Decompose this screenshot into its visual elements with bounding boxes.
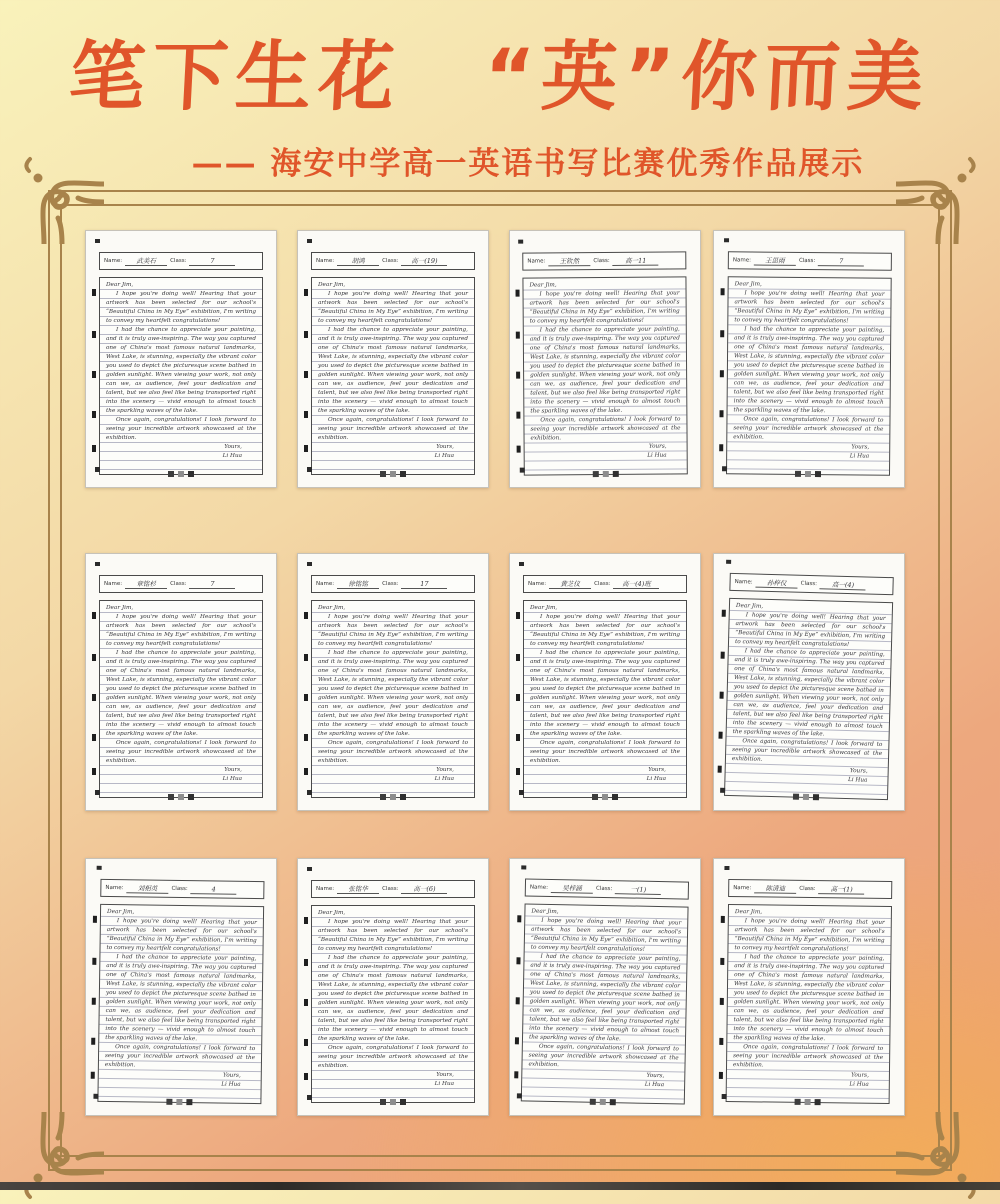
scan-tick-mark — [92, 654, 96, 661]
scan-registration-mark — [307, 239, 312, 243]
name-label: Name: — [732, 257, 751, 264]
student-class: 高一(4) — [820, 579, 866, 590]
name-label: Name: — [527, 258, 546, 265]
letter-closing: Yours, — [648, 443, 667, 450]
scan-tick-mark — [719, 410, 723, 417]
name-class-header — [728, 879, 892, 899]
letter-closing: Yours, — [851, 444, 870, 451]
letter-closing: Yours, — [436, 767, 454, 773]
letter-paragraph-1: I hope you're doing well! Hearing that your artwork has been selected for our school's “Beautiful China in My Eye” exhibition, I'm writing to convey my heartfelt congratulations! — [318, 291, 468, 324]
scan-registration-mark — [93, 1094, 98, 1099]
letter-greeting: Dear Jim, — [106, 605, 134, 611]
letter-paragraph-3: Once again, congratulations! I look forward to seeing your incredible artwork showcased at the exhibition. — [318, 740, 468, 764]
scan-registration-mark — [519, 790, 524, 795]
name-class-header — [728, 251, 892, 270]
poster-subtitle: —— 海安中学高一英语书写比赛优秀作品展示 — [191, 146, 865, 182]
letter-paragraph-1: I hope you're doing well! Hearing that your artwork has been selected for our school's “Beautiful China in My Eye” exhibition, I'm writing to convey my heartfelt congratulations! — [734, 290, 885, 325]
letter-greeting: Dear Jim, — [318, 605, 346, 611]
student-class: 高一11 — [613, 256, 659, 266]
letter-greeting: Dear Jim, — [318, 910, 346, 916]
letter-paragraph-2: I had the chance to appreciate your painting, and it is truly awe-inspiring. The way you captured one of China's most famous natural landmarks, West Lake, is stunning, especially the vibrant color you used to depict the picturesque scene bathed in golden sunlight. When viewing your work, not only can we, as audience, feel your dedication and talent, but we also feel like being transported right into the scenery — vivid enough to almost touch the sparkling waves of the lake. — [529, 326, 681, 415]
letter-paragraph-3: Once again, congratulations! I look forward to seeing your incredible artwork showcased at the exhibition. — [731, 738, 883, 763]
name-label: Name: — [316, 581, 335, 587]
scan-registration-mark — [307, 867, 312, 871]
letter-paragraph-3: Once again, congratulations! I look forward to seeing your incredible artwork showcased at the exhibition. — [733, 1044, 884, 1069]
class-label: Class: — [800, 580, 818, 588]
scan-tick-mark — [516, 957, 520, 964]
student-class: 高一(1) — [819, 884, 865, 895]
scan-registration-mark — [95, 239, 100, 243]
scan-tick-mark — [92, 768, 96, 775]
letter-signoff — [530, 766, 680, 784]
letter-signature: Li Hua — [647, 452, 667, 459]
handwritten-letter — [106, 604, 256, 784]
scan-tick-mark — [304, 331, 308, 338]
name-label: Name: — [733, 885, 752, 892]
scan-tick-mark — [721, 288, 725, 295]
scanned-page — [508, 857, 703, 1117]
letter-closing: Yours, — [646, 1072, 665, 1080]
scan-tick-mark — [516, 768, 520, 775]
handwritten-letter — [530, 604, 680, 784]
letter-paragraph-1: I hope you're doing well! Hearing that your artwork has been selected for our school's “Beautiful China in My Eye” exhibition, I'm writing to convey my heartfelt congratulations! — [318, 919, 468, 952]
scan-registration-mark — [517, 1093, 522, 1098]
letter-signature: Li Hua — [434, 1081, 454, 1087]
name-class-header — [522, 251, 686, 270]
handwritten-letter — [105, 908, 257, 1090]
class-label: Class: — [382, 581, 399, 587]
letter-paragraph-3: Once again, congratulations! I look forward to seeing your incredible artwork showcased at the exhibition. — [733, 416, 884, 441]
handwritten-letter — [106, 281, 256, 461]
letter-paragraph-3: Once again, congratulations! I look forward to seeing your incredible artwork showcased at the exhibition. — [318, 1045, 468, 1069]
scan-tick-mark — [304, 371, 308, 378]
student-class: 一(1) — [615, 884, 661, 895]
letter-closing: Yours, — [436, 444, 454, 450]
scan-tick-mark — [516, 997, 520, 1004]
handwritten-letter — [731, 602, 886, 786]
scan-tick-mark — [92, 612, 96, 619]
scanned-page — [713, 230, 905, 488]
essay-paper — [297, 553, 489, 811]
scan-tick-mark — [516, 654, 520, 661]
letter-signature: Li Hua — [434, 453, 454, 459]
scan-tick-mark — [93, 916, 97, 923]
letter-signoff — [318, 766, 468, 784]
name-label: Name: — [316, 886, 335, 892]
essay-body — [97, 904, 264, 1104]
essay-paper — [713, 858, 905, 1116]
scan-tick-mark — [304, 411, 308, 418]
scan-tick-mark — [91, 1072, 95, 1079]
student-class: 高一(4)班 — [613, 579, 659, 589]
letter-paragraph-2: I had the chance to appreciate your painting, and it is truly awe-inspiring. The way you captured one of China's most famous natural landmarks, West Lake, is stunning, especially the vibrant color you used to depict the picturesque scene bathed in golden sunlight. When viewing your work, not only can we, as audience, feel your dedication and talent, but we also feel like being transported right into the scenery — vivid enough to almost touch the sparkling waves of the lake. — [528, 953, 681, 1043]
letter-signoff — [733, 1070, 883, 1090]
student-name: 王思雨 — [754, 256, 796, 266]
letter-signoff — [318, 1071, 468, 1089]
scan-tick-mark — [719, 1072, 723, 1079]
letter-paragraph-2: I had the chance to appreciate your painting, and it is truly awe-inspiring. The way you captured one of China's most famous natural landmarks, West Lake, is stunning, especially the vibrant color you used to depict the picturesque scene bathed in golden sunlight. When viewing your work, not only can we, as audience, feel your dedication and talent, but we also feel like being transported right into the scenery — vivid enough to almost touch the sparkling waves of the lake. — [105, 954, 257, 1043]
student-class: 7 — [818, 257, 864, 266]
name-class-header — [100, 879, 264, 899]
letter-signature: Li Hua — [221, 1081, 241, 1088]
student-class: 4 — [191, 885, 237, 895]
letter-closing: Yours, — [648, 767, 666, 773]
scan-tick-mark — [722, 610, 726, 617]
scan-tick-mark — [721, 916, 725, 923]
scan-tick-mark — [720, 370, 724, 377]
student-class: 17 — [401, 580, 447, 589]
essay-body — [522, 276, 687, 475]
name-class-header — [311, 575, 475, 593]
letter-greeting: Dear Jim, — [735, 603, 764, 610]
scan-tick-mark — [516, 734, 520, 741]
scan-registration-mark — [724, 866, 729, 870]
letter-greeting: Dear Jim, — [529, 282, 557, 289]
scan-registration-mark — [519, 562, 524, 566]
letter-paragraph-2: I had the chance to appreciate your painting, and it is truly awe-inspiring. The way you captured one of China's most famous natural landmarks, West Lake, is stunning, especially the vibrant color you used to depict the picturesque scene bathed in golden sunlight. When viewing your work, not only can we, as audience, feel your dedication and talent, but we also feel like being transported right into the scenery — vivid enough to almost touch the sparkling waves of the lake. — [318, 327, 468, 414]
essay-body — [311, 277, 475, 475]
scanned-page — [84, 858, 278, 1117]
letter-paragraph-3: Once again, congratulations! I look forward to seeing your incredible artwork showcased at the exhibition. — [106, 740, 256, 764]
letter-signature: Li Hua — [434, 776, 454, 782]
handwritten-letter — [318, 281, 468, 461]
page-code-marks — [380, 1099, 406, 1105]
scan-registration-mark — [722, 1094, 727, 1099]
letter-paragraph-3: Once again, congratulations! I look forward to seeing your incredible artwork showcased at the exhibition. — [106, 417, 256, 441]
scanned-page — [86, 231, 276, 487]
letter-greeting: Dear Jim, — [734, 281, 762, 288]
letter-paragraph-2: I had the chance to appreciate your painting, and it is truly awe-inspiring. The way you captured one of China's most famous natural landmarks, West Lake, is stunning, especially the vibrant color you used to depict the picturesque scene bathed in golden sunlight. When viewing your work, not only can we, as audience, feel your dedication and talent, but we also feel like being transported right into the scenery — vivid enough to almost touch the sparkling waves of the lake. — [106, 650, 256, 737]
student-class: 7 — [189, 257, 235, 266]
name-class-header — [729, 573, 893, 595]
essay-body — [726, 904, 892, 1104]
class-label: Class: — [593, 257, 610, 265]
letter-closing: Yours, — [224, 767, 242, 773]
scan-registration-mark — [95, 790, 100, 795]
bottom-edge-strip — [0, 1182, 1000, 1190]
scan-registration-mark — [307, 467, 312, 472]
scan-tick-mark — [304, 734, 308, 741]
page-code-marks — [380, 794, 406, 800]
class-label: Class: — [798, 257, 816, 265]
scan-tick-mark — [304, 768, 308, 775]
page-code-marks — [168, 794, 194, 800]
student-name: 吴梓涵 — [551, 883, 593, 894]
essay-body — [523, 600, 687, 798]
page-code-marks — [795, 471, 821, 477]
page-code-marks — [793, 794, 819, 801]
name-label: Name: — [528, 581, 547, 587]
name-class-header — [99, 252, 263, 270]
letter-signature: Li Hua — [222, 453, 242, 459]
handwritten-letter — [733, 908, 885, 1090]
poster-title: 笔下生花 “英”你而美 — [66, 32, 933, 121]
scan-tick-mark — [516, 372, 520, 379]
scan-registration-mark — [724, 238, 729, 242]
scan-tick-mark — [92, 331, 96, 338]
name-class-header — [311, 252, 475, 270]
page-code-marks — [590, 1099, 616, 1105]
student-name: 胡鸿 — [337, 256, 379, 266]
essay-paper — [297, 230, 489, 488]
essay-body — [99, 600, 263, 798]
letter-signoff — [105, 1070, 255, 1090]
letter-signoff — [106, 443, 256, 461]
student-class: 7 — [189, 580, 235, 589]
letter-paragraph-3: Once again, congratulations! I look forward to seeing your incredible artwork showcased at the exhibition. — [530, 740, 680, 764]
name-label: Name: — [104, 581, 123, 587]
student-name: 武美石 — [125, 256, 167, 266]
letter-paragraph-1: I hope you're doing well! Hearing that your artwork has been selected for our school's “Beautiful China in My Eye” exhibition, I'm writing to convey my heartfelt congratulations! — [734, 918, 885, 953]
essay-body — [726, 276, 892, 475]
scan-tick-mark — [720, 958, 724, 965]
letter-signature: Li Hua — [849, 1081, 869, 1088]
essay-paper — [509, 858, 701, 1116]
scan-registration-mark — [722, 466, 727, 471]
student-name: 陈清迪 — [754, 883, 796, 894]
letter-closing: Yours, — [851, 1072, 869, 1079]
scan-tick-mark — [720, 692, 724, 699]
essay-body — [99, 277, 263, 475]
scanned-page — [711, 552, 908, 813]
scan-tick-mark — [304, 959, 308, 966]
letter-paragraph-2: I had the chance to appreciate your painting, and it is truly awe-inspiring. The way you captured one of China's most famous natural landmarks, West Lake, is stunning, especially the vibrant color you used to depict the picturesque scene bathed in golden sunlight. When viewing your work, not only can we, as audience, feel your dedication and talent, but we also feel like being transported right into the scenery — vivid enough to almost touch the sparkling waves of the lake. — [732, 648, 885, 738]
scan-tick-mark — [304, 1073, 308, 1080]
scan-registration-mark — [307, 790, 312, 795]
scan-tick-mark — [92, 734, 96, 741]
scan-tick-mark — [719, 1038, 723, 1045]
essay-paper — [85, 553, 277, 811]
scan-registration-mark — [97, 866, 102, 870]
page-code-marks — [168, 471, 194, 477]
class-label: Class: — [171, 885, 188, 893]
class-label: Class: — [170, 258, 187, 264]
essay-paper — [509, 553, 701, 811]
letter-paragraph-1: I hope you're doing well! Hearing that your artwork has been selected for our school's “Beautiful China in My Eye” exhibition, I'm writing to convey my heartfelt congratulations! — [530, 614, 680, 647]
letter-paragraph-1: I hope you're doing well! Hearing that your artwork has been selected for our school's “Beautiful China in My Eye” exhibition, I'm writing to convey my heartfelt congratulations! — [318, 614, 468, 647]
scan-tick-mark — [720, 998, 724, 1005]
student-class: 高一(19) — [401, 256, 447, 266]
essay-body — [724, 598, 893, 800]
name-class-header — [525, 878, 689, 899]
page-code-marks — [593, 471, 619, 477]
scan-tick-mark — [304, 445, 308, 452]
scan-tick-mark — [92, 998, 96, 1005]
essay-body — [311, 905, 475, 1103]
class-label: Class: — [799, 885, 816, 893]
letter-closing: Yours, — [222, 1072, 241, 1079]
name-label: Name: — [105, 884, 124, 892]
essay-paper — [85, 858, 277, 1116]
scan-tick-mark — [304, 1039, 308, 1046]
name-label: Name: — [316, 258, 335, 264]
name-label: Name: — [104, 258, 123, 264]
handwritten-letter — [528, 908, 681, 1091]
student-name: 章铭杉 — [125, 579, 167, 589]
letter-signoff — [531, 442, 681, 461]
letter-signoff — [528, 1070, 678, 1091]
scan-tick-mark — [304, 694, 308, 701]
scan-registration-mark — [95, 562, 100, 566]
letter-closing: Yours, — [436, 1072, 454, 1078]
scanned-page — [712, 858, 905, 1116]
class-label: Class: — [594, 581, 611, 587]
scan-tick-mark — [304, 999, 308, 1006]
scan-tick-mark — [304, 654, 308, 661]
letter-greeting: Dear Jim, — [106, 908, 135, 916]
scan-tick-mark — [304, 917, 308, 924]
student-name: 张铭华 — [337, 884, 379, 894]
class-label: Class: — [382, 886, 399, 892]
scanned-page — [509, 230, 701, 487]
scanned-page — [86, 554, 276, 810]
scan-tick-mark — [517, 446, 521, 453]
scan-tick-mark — [91, 1038, 95, 1045]
scan-registration-mark — [720, 788, 725, 793]
letter-closing: Yours, — [224, 444, 242, 450]
scan-tick-mark — [515, 1037, 519, 1044]
letter-signature: Li Hua — [222, 776, 242, 782]
letter-signature: Li Hua — [849, 453, 870, 460]
scan-registration-mark — [307, 562, 312, 566]
student-name: 孙梓仪 — [756, 578, 798, 589]
scan-tick-mark — [92, 694, 96, 701]
name-label: Name: — [529, 884, 549, 891]
letter-paragraph-1: I hope you're doing well! Hearing that your artwork has been selected for our school's “Beautiful China in My Eye” exhibition, I'm writing to convey my heartfelt congratulations! — [529, 290, 680, 325]
essay-paper — [297, 858, 489, 1116]
scanned-page — [298, 231, 488, 487]
scan-tick-mark — [720, 330, 724, 337]
essay-body — [521, 903, 689, 1104]
student-name: 徐铭铭 — [337, 579, 379, 589]
student-name: 黄芝仪 — [549, 579, 591, 589]
letter-signoff — [733, 442, 883, 461]
letter-paragraph-2: I had the chance to appreciate your painting, and it is truly awe-inspiring. The way you captured one of China's most famous natural landmarks, West Lake, is stunning, especially the vibrant color you used to depict the picturesque scene bathed in golden sunlight. When viewing your work, not only can we, as audience, feel your dedication and talent, but we also feel like being transported right into the scenery — vivid enough to almost touch the sparkling waves of the lake. — [733, 954, 885, 1043]
handwritten-letter — [733, 280, 885, 461]
scan-tick-mark — [516, 412, 520, 419]
letter-paragraph-2: I had the chance to appreciate your painting, and it is truly awe-inspiring. The way you captured one of China's most famous natural landmarks, West Lake, is stunning, especially the vibrant color you used to depict the picturesque scene bathed in golden sunlight. When viewing your work, not only can we, as audience, feel your dedication and talent, but we also feel like being transported right into the scenery — vivid enough to almost touch the sparkling waves of the lake. — [318, 650, 468, 737]
letter-paragraph-2: I had the chance to appreciate your painting, and it is truly awe-inspiring. The way you captured one of China's most famous natural landmarks, West Lake, is stunning, especially the vibrant color you used to depict the picturesque scene bathed in golden sunlight. When viewing your work, not only can we, as audience, feel your dedication and talent, but we also feel like being transported right into the scenery — vivid enough to almost touch the sparkling waves of the lake. — [733, 326, 885, 415]
scan-tick-mark — [719, 444, 723, 451]
scan-tick-mark — [516, 612, 520, 619]
page-code-marks — [380, 471, 406, 477]
page-code-marks — [166, 1099, 192, 1105]
scan-tick-mark — [516, 694, 520, 701]
letter-greeting: Dear Jim, — [734, 909, 763, 916]
letter-signature: Li Hua — [644, 1081, 665, 1089]
essay-paper — [85, 230, 277, 488]
scan-registration-mark — [518, 240, 523, 244]
scanned-page — [298, 859, 488, 1115]
scan-tick-mark — [516, 290, 520, 297]
handwritten-letter — [529, 280, 680, 461]
name-class-header — [523, 575, 687, 593]
scan-tick-mark — [92, 411, 96, 418]
letter-paragraph-2: I had the chance to appreciate your painting, and it is truly awe-inspiring. The way you captured one of China's most famous natural landmarks, West Lake, is stunning, especially the vibrant color you used to depict the picturesque scene bathed in golden sunlight. When viewing your work, not only can we, as audience, feel your dedication and talent, but we also feel like being transported right into the scenery — vivid enough to almost touch the sparkling waves of the lake. — [530, 650, 680, 737]
letter-paragraph-1: I hope you're doing well! Hearing that your artwork has been selected for our school's “Beautiful China in My Eye” exhibition, I'm writing to convey my heartfelt congratulations! — [734, 612, 886, 649]
class-label: Class: — [170, 581, 187, 587]
scan-tick-mark — [304, 612, 308, 619]
handwritten-letter — [318, 909, 468, 1089]
scan-tick-mark — [516, 332, 520, 339]
letter-signature: Li Hua — [646, 776, 666, 782]
page-code-marks — [592, 794, 618, 800]
scan-registration-mark — [95, 467, 100, 472]
scan-tick-mark — [517, 915, 521, 922]
student-class: 高一(6) — [401, 884, 447, 894]
class-label: Class: — [382, 258, 399, 264]
letter-greeting: Dear Jim, — [530, 605, 558, 611]
letter-paragraph-3: Once again, congratulations! I look forward to seeing your incredible artwork showcased at the exhibition. — [318, 417, 468, 441]
scanned-page — [510, 554, 700, 810]
letter-paragraph-3: Once again, congratulations! I look forward to seeing your incredible artwork showcased at the exhibition. — [530, 416, 681, 442]
essay-body — [311, 600, 475, 798]
scan-tick-mark — [92, 445, 96, 452]
handwritten-letter — [318, 604, 468, 784]
letter-signature: Li Hua — [847, 777, 868, 784]
scan-tick-mark — [718, 766, 722, 773]
scan-tick-mark — [721, 652, 725, 659]
name-label: Name: — [734, 579, 753, 586]
letter-signoff — [318, 443, 468, 461]
scan-tick-mark — [514, 1071, 518, 1078]
letter-closing: Yours, — [849, 768, 868, 775]
scan-tick-mark — [92, 289, 96, 296]
scan-registration-mark — [307, 1095, 312, 1100]
letter-paragraph-1: I hope you're doing well! Hearing that your artwork has been selected for our school's “Beautiful China in My Eye” exhibition, I'm writing to convey my heartfelt congratulations! — [106, 291, 256, 324]
page-code-marks — [795, 1099, 821, 1105]
scan-tick-mark — [718, 732, 722, 739]
essay-paper — [713, 553, 905, 811]
letter-signoff — [731, 764, 881, 786]
scan-registration-mark — [520, 468, 525, 473]
letter-paragraph-3: Once again, congratulations! I look forward to seeing your incredible artwork showcased at the exhibition. — [104, 1044, 256, 1069]
letter-signoff — [106, 766, 256, 784]
letter-paragraph-2: I had the chance to appreciate your painting, and it is truly awe-inspiring. The way you captured one of China's most famous natural landmarks, West Lake, is stunning, especially the vibrant color you used to depict the picturesque scene bathed in golden sunlight. When viewing your work, not only can we, as audience, feel your dedication and talent, but we also feel like being transported right into the scenery — vivid enough to almost touch the sparkling waves of the lake. — [106, 327, 256, 414]
scanned-page — [298, 554, 488, 810]
letter-paragraph-2: I had the chance to appreciate your painting, and it is truly awe-inspiring. The way you captured one of China's most famous natural landmarks, West Lake, is stunning, especially the vibrant color you used to depict the picturesque scene bathed in golden sunlight. When viewing your work, not only can we, as audience, feel your dedication and talent, but we also feel like being transported right into the scenery — vivid enough to almost touch the sparkling waves of the lake. — [318, 955, 468, 1042]
name-class-header — [99, 575, 263, 593]
scan-registration-mark — [521, 865, 526, 869]
name-class-header — [311, 880, 475, 898]
essay-paper — [713, 230, 905, 488]
scan-tick-mark — [92, 958, 96, 965]
letter-greeting: Dear Jim, — [531, 908, 559, 916]
student-name: 王钦然 — [548, 256, 590, 266]
letter-greeting: Dear Jim, — [106, 282, 134, 288]
letter-paragraph-1: I hope you're doing well! Hearing that your artwork has been selected for our school's “Beautiful China in My Eye” exhibition, I'm writing to convey my heartfelt congratulations! — [106, 614, 256, 647]
essay-paper — [509, 230, 701, 488]
letter-paragraph-1: I hope you're doing well! Hearing that your artwork has been selected for our school's “Beautiful China in My Eye” exhibition, I'm writing to convey my heartfelt congratulations! — [106, 918, 257, 953]
letter-paragraph-1: I hope you're doing well! Hearing that your artwork has been selected for our school's “Beautiful China in My Eye” exhibition, I'm writing to convey my heartfelt congratulations! — [530, 917, 682, 953]
class-label: Class: — [595, 885, 613, 893]
letter-greeting: Dear Jim, — [318, 282, 346, 288]
student-name: 刘相英 — [126, 883, 168, 894]
scan-registration-mark — [726, 560, 731, 564]
scan-tick-mark — [92, 371, 96, 378]
letter-paragraph-3: Once again, congratulations! I look forward to seeing your incredible artwork showcased at the exhibition. — [528, 1043, 679, 1069]
scan-tick-mark — [304, 289, 308, 296]
